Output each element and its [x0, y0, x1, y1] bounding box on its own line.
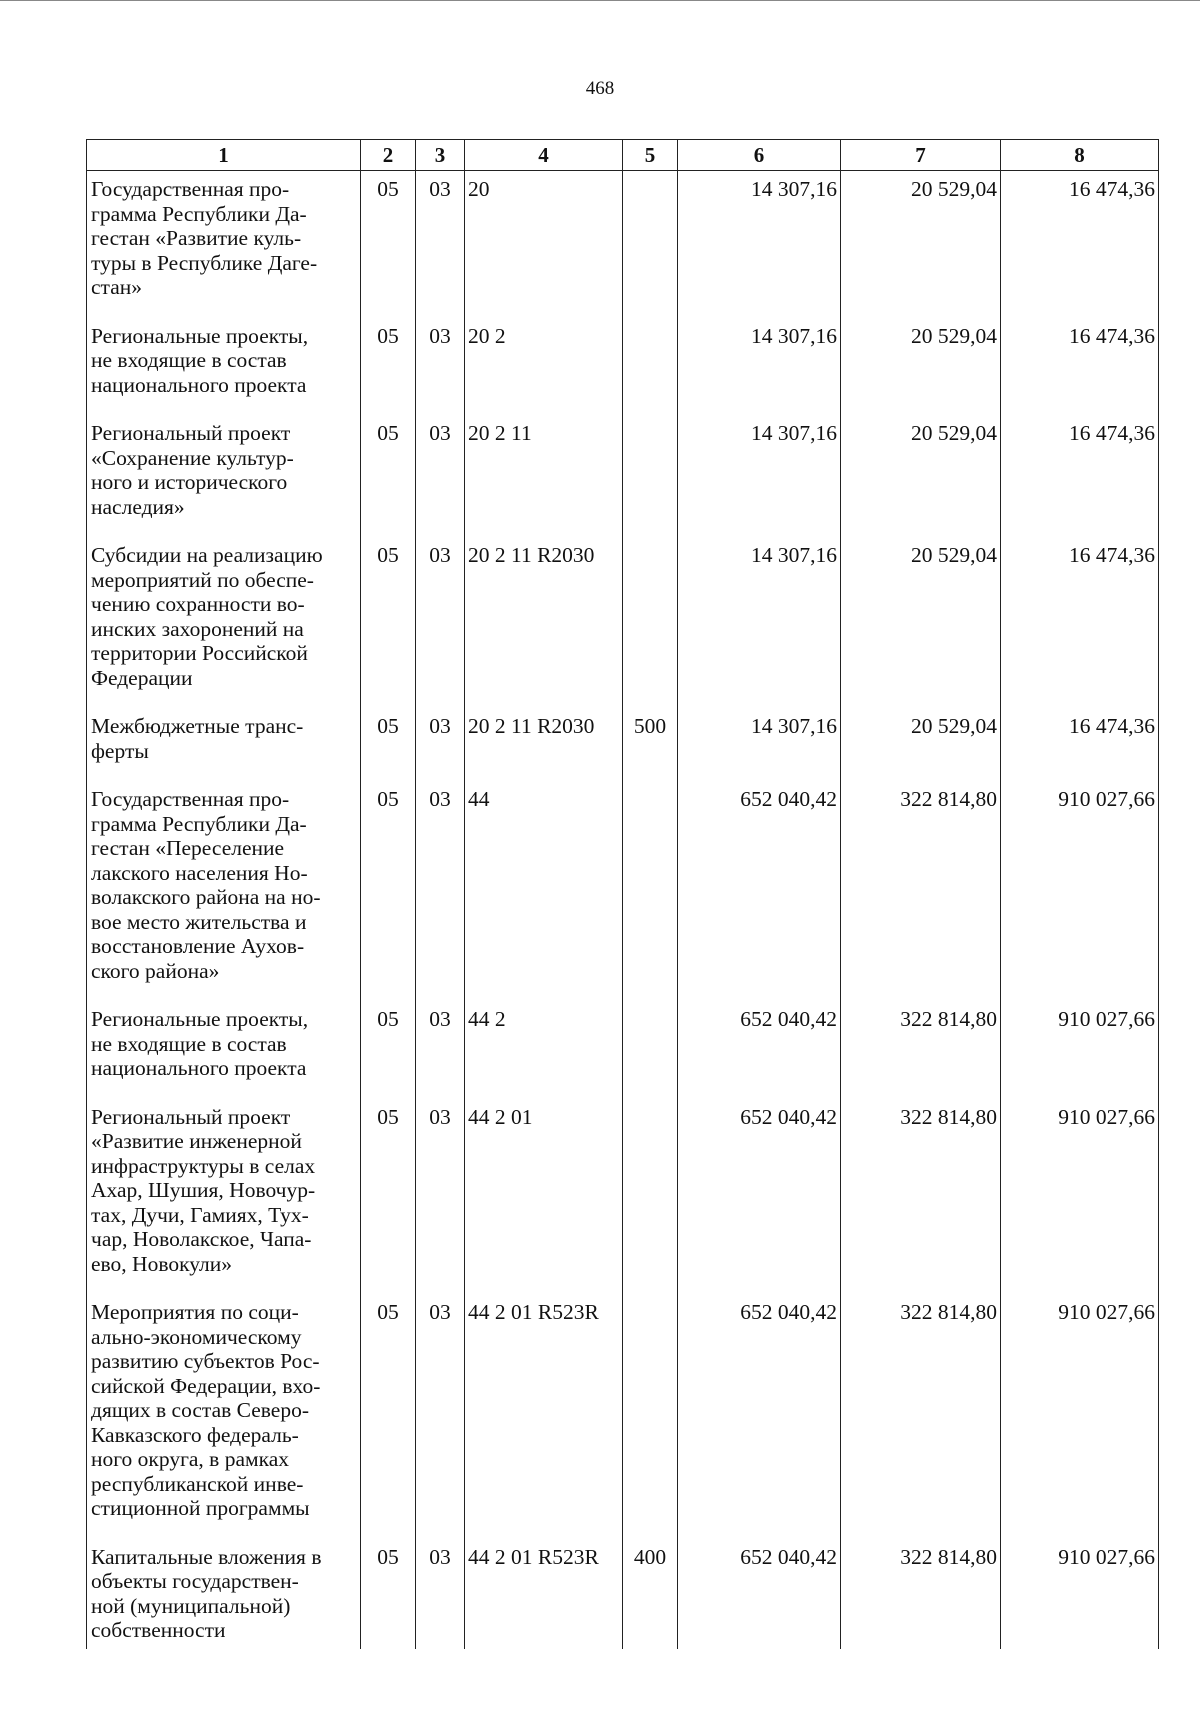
name-text-line: ского района»: [91, 958, 220, 983]
name-text-line: Субсидии на реализацию: [91, 543, 323, 567]
target-article-cell: 44 2 01: [465, 1099, 623, 1295]
name-text-line: национального проекта: [91, 372, 307, 397]
amount-col-8-cell: 910 027,66: [1001, 1099, 1159, 1295]
subsection-code-cell: 03: [416, 318, 465, 416]
name-text-line: ально-экономическому: [91, 1324, 302, 1349]
name-text-line: республиканской инве-: [91, 1471, 304, 1496]
name-text-line: «Сохранение культур-: [91, 445, 294, 470]
amount-col-7-cell: 20 529,04: [841, 318, 1001, 416]
amount-col-7-cell: 20 529,04: [841, 415, 1001, 537]
name-text-line: тах, Дучи, Гамиях, Тух-: [91, 1202, 309, 1227]
header-col-6: 6: [678, 140, 841, 171]
section-code-cell: 05: [361, 1099, 416, 1295]
row-name-cell: [87, 1539, 361, 1649]
budget-table: [86, 139, 1159, 1649]
target-article-cell: 20 2 11 R2030: [465, 537, 623, 708]
amount-col-6-cell: 14 307,16: [678, 537, 841, 708]
name-text-line: грамма Республики Да-: [91, 201, 307, 226]
amount-col-8-cell: 16 474,36: [1001, 171, 1159, 318]
target-article-cell: 44 2 01 R523R: [465, 1539, 623, 1649]
name-text-line: Региональные проекты,: [91, 323, 309, 348]
header-col-8: 8: [1001, 140, 1159, 171]
name-text-line: восстановление Аухов-: [91, 934, 305, 958]
name-text-line: не входящие в состав: [91, 348, 287, 372]
name-text-line: ево, Новокули»: [91, 1251, 233, 1276]
name-text-line: стан»: [91, 275, 142, 299]
section-code-cell: 05: [361, 708, 416, 781]
subsection-code-cell: 03: [416, 1099, 465, 1295]
subsection-code-cell: 03: [416, 1294, 465, 1539]
table-row: [87, 1001, 1159, 1099]
name-text-line: стиционной программы: [91, 1496, 310, 1520]
budget-table-container: [86, 139, 1158, 1649]
expense-type-cell: 400: [623, 1539, 678, 1649]
target-article-cell: 20: [465, 171, 623, 318]
section-code-cell: 05: [361, 537, 416, 708]
name-text-line: чению сохранности во-: [91, 592, 305, 616]
table-row: [87, 318, 1159, 416]
name-text-line: Межбюджетные транс-: [91, 714, 304, 738]
amount-col-8-cell: 16 474,36: [1001, 708, 1159, 781]
amount-col-6-cell: 14 307,16: [678, 415, 841, 537]
name-text-line: национального проекта: [91, 1056, 307, 1080]
target-article-cell: 44 2 01 R523R: [465, 1294, 623, 1539]
amount-col-8-cell: 910 027,66: [1001, 1001, 1159, 1099]
amount-col-6-cell: 652 040,42: [678, 1001, 841, 1099]
expense-type-cell: [623, 1001, 678, 1099]
name-text-line: сийской Федерации, вхо-: [91, 1373, 321, 1398]
amount-col-7-cell: 20 529,04: [841, 708, 1001, 781]
name-text-line: вое место жительства и: [91, 909, 307, 934]
name-text-line: Региональный проект: [91, 421, 291, 445]
amount-col-8-cell: 910 027,66: [1001, 781, 1159, 1001]
amount-col-6-cell: 652 040,42: [678, 781, 841, 1001]
amount-col-8-cell: 16 474,36: [1001, 537, 1159, 708]
amount-col-7-cell: 20 529,04: [841, 171, 1001, 318]
name-text-line: инфраструктуры в селах: [91, 1153, 316, 1178]
amount-col-7-cell: 322 814,80: [841, 1539, 1001, 1649]
amount-col-8-cell: 910 027,66: [1001, 1539, 1159, 1649]
row-name-cell: [87, 171, 361, 318]
name-text-line: Капитальные вложения в: [91, 1544, 322, 1569]
amount-col-6-cell: 14 307,16: [678, 171, 841, 318]
name-text-line: развитию субъектов Рос-: [91, 1349, 320, 1373]
section-code-cell: 05: [361, 415, 416, 537]
section-code-cell: 05: [361, 318, 416, 416]
section-code-cell: 05: [361, 1294, 416, 1539]
expense-type-cell: [623, 1099, 678, 1295]
expense-type-cell: 500: [623, 708, 678, 781]
table-row: [87, 708, 1159, 781]
header-col-4: 4: [465, 140, 623, 171]
amount-col-8-cell: 16 474,36: [1001, 415, 1159, 537]
amount-col-7-cell: 322 814,80: [841, 1001, 1001, 1099]
section-code-cell: 05: [361, 1001, 416, 1099]
target-article-cell: 20 2 11: [465, 415, 623, 537]
row-name-cell: [87, 708, 361, 781]
header-col-7: 7: [841, 140, 1001, 171]
amount-col-7-cell: 322 814,80: [841, 1099, 1001, 1295]
name-text-line: лакского населения Но-: [91, 860, 308, 885]
row-name-cell: [87, 1099, 361, 1295]
target-article-cell: 20 2: [465, 318, 623, 416]
amount-col-8-cell: 910 027,66: [1001, 1294, 1159, 1539]
header-col-5: 5: [623, 140, 678, 171]
name-text-line: «Развитие инженерной: [91, 1129, 302, 1153]
subsection-code-cell: 03: [416, 781, 465, 1001]
name-text-line: мероприятий по обеспе-: [91, 567, 314, 592]
row-name-cell: [87, 1001, 361, 1099]
name-text-line: собственности: [91, 1618, 226, 1642]
row-name-cell: [87, 781, 361, 1001]
table-row: [87, 1294, 1159, 1539]
amount-col-7-cell: 20 529,04: [841, 537, 1001, 708]
section-code-cell: 05: [361, 781, 416, 1001]
name-text-line: ной (муниципальной): [91, 1593, 291, 1618]
name-text-line: наследия»: [91, 494, 185, 519]
name-text-line: Кавказского федераль-: [91, 1422, 299, 1447]
amount-col-8-cell: 16 474,36: [1001, 318, 1159, 416]
name-text-line: Государственная про-: [91, 177, 290, 201]
table-row: [87, 171, 1159, 318]
name-text-line: Региональный проект: [91, 1104, 291, 1129]
expense-type-cell: [623, 1294, 678, 1539]
name-text-line: не входящие в состав: [91, 1031, 287, 1056]
name-text-line: ного и исторического: [91, 470, 288, 494]
name-text-line: ферты: [91, 738, 149, 763]
name-text-line: гестан «Развитие куль-: [91, 226, 302, 250]
section-code-cell: 05: [361, 171, 416, 318]
row-name-cell: [87, 537, 361, 708]
name-text-line: объекты государствен-: [91, 1569, 299, 1593]
name-text-line: Ахар, Шушия, Новочур-: [91, 1178, 316, 1202]
amount-col-6-cell: 652 040,42: [678, 1539, 841, 1649]
subsection-code-cell: 03: [416, 1001, 465, 1099]
section-code-cell: 05: [361, 1539, 416, 1649]
name-text-line: волакского района на но-: [91, 885, 321, 909]
name-text-line: дящих в состав Северо-: [91, 1398, 310, 1422]
subsection-code-cell: 03: [416, 537, 465, 708]
table-body: [87, 171, 1159, 1649]
table-row: [87, 1099, 1159, 1295]
table-row: [87, 1539, 1159, 1649]
expense-type-cell: [623, 781, 678, 1001]
amount-col-6-cell: 652 040,42: [678, 1099, 841, 1295]
expense-type-cell: [623, 318, 678, 416]
name-text-line: чар, Новолакское, Чапа-: [91, 1227, 312, 1251]
table-row: [87, 537, 1159, 708]
header-col-2: 2: [361, 140, 416, 171]
header-col-1: 1: [87, 140, 361, 171]
amount-col-6-cell: 652 040,42: [678, 1294, 841, 1539]
table-row: [87, 781, 1159, 1001]
expense-type-cell: [623, 415, 678, 537]
amount-col-6-cell: 14 307,16: [678, 708, 841, 781]
page-number: 468: [585, 78, 615, 99]
subsection-code-cell: 03: [416, 1539, 465, 1649]
name-text-line: территории Российской: [91, 641, 308, 665]
table-header-row: [87, 140, 1159, 171]
row-name-cell: [87, 318, 361, 416]
amount-col-6-cell: 14 307,16: [678, 318, 841, 416]
name-text-line: Региональные проекты,: [91, 1007, 309, 1031]
scan-edge-line: [0, 0, 1200, 1]
amount-col-7-cell: 322 814,80: [841, 781, 1001, 1001]
name-text-line: грамма Республики Да-: [91, 811, 307, 836]
name-text-line: Федерации: [91, 665, 193, 690]
target-article-cell: 44: [465, 781, 623, 1001]
row-name-cell: [87, 415, 361, 537]
subsection-code-cell: 03: [416, 171, 465, 318]
name-text-line: туры в Республике Даге-: [91, 250, 318, 275]
header-col-3: 3: [416, 140, 465, 171]
name-text-line: Государственная про-: [91, 787, 290, 811]
target-article-cell: 44 2: [465, 1001, 623, 1099]
name-text-line: ного округа, в рамках: [91, 1447, 290, 1471]
amount-col-7-cell: 322 814,80: [841, 1294, 1001, 1539]
expense-type-cell: [623, 171, 678, 318]
expense-type-cell: [623, 537, 678, 708]
name-text-line: гестан «Переселение: [91, 836, 285, 860]
name-text-line: Мероприятия по соци-: [91, 1300, 299, 1324]
target-article-cell: 20 2 11 R2030: [465, 708, 623, 781]
subsection-code-cell: 03: [416, 415, 465, 537]
subsection-code-cell: 03: [416, 708, 465, 781]
row-name-cell: [87, 1294, 361, 1539]
name-text-line: инских захоронений на: [91, 616, 304, 641]
table-row: [87, 415, 1159, 537]
